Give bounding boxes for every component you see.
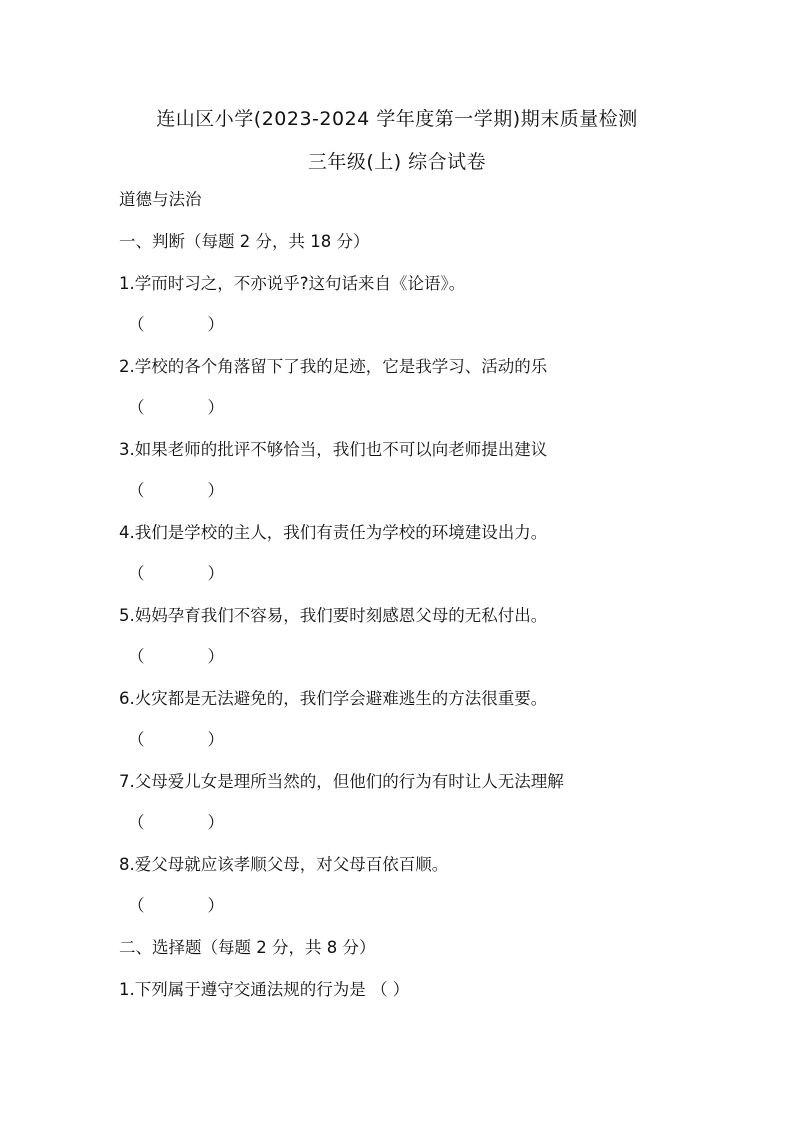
question-5: 5.妈妈孕育我们不容易，我们要时刻感恩父母的无私付出。 [119,606,548,625]
question-8: 8.爱父母就应该孝顺父母，对父母百依百顺。 [119,855,449,874]
subject-heading: 道德与法治 [119,190,202,209]
answer-blank-7: （ ） [128,813,224,832]
exam-title: 连山区小学(2023-2024 学年度第一学期)期末质量检测 [156,108,638,130]
answer-blank-1: （ ） [128,315,224,334]
question-7: 7.父母爱儿女是理所当然的，但他们的行为有时让人无法理解 [119,772,564,791]
answer-blank-6: （ ） [128,730,224,749]
question-4: 4.我们是学校的主人，我们有责任为学校的环境建设出力。 [119,523,548,542]
answer-blank-3: （ ） [128,481,224,500]
section2-heading: 二、选择题（每题 2 分，共 8 分） [119,938,376,957]
question-1: 1.学而时习之，不亦说乎?这句话来自《论语》。 [119,274,466,293]
answer-blank-4: （ ） [128,564,224,583]
question-3: 3.如果老师的批评不够恰当，我们也不可以向老师提出建议 [119,440,548,459]
question-2: 2.学校的各个角落留下了我的足迹，它是我学习、活动的乐 [119,357,548,376]
section1-heading: 一、判断（每题 2 分，共 18 分） [119,232,370,251]
exam-subtitle: 三年级(上) 综合试卷 [307,151,487,173]
question-6: 6.火灾都是无法避免的，我们学会避难逃生的方法很重要。 [119,689,548,708]
answer-blank-8: （ ） [128,896,224,915]
choice-question-1: 1.下列属于遵守交通法规的行为是 （ ） [119,980,410,999]
answer-blank-2: （ ） [128,398,224,417]
answer-blank-5: （ ） [128,647,224,666]
